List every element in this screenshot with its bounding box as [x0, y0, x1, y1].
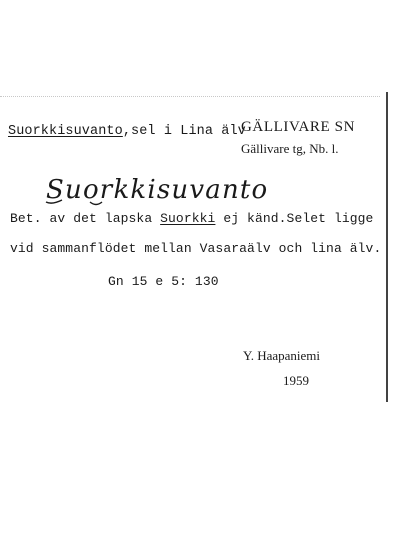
signature-name: Y. Haapaniemi [243, 348, 321, 363]
headword: Suorkkisuvanto [8, 124, 123, 139]
card-right-edge [386, 92, 388, 402]
source-reference: Gn 15 e 5: 130 [108, 274, 219, 289]
headword-rest: ,sel i Lina älv [122, 124, 246, 139]
signature-year: 1959 [283, 373, 309, 388]
body-line-1 [10, 211, 373, 226]
body-line-1-underlined: Suorkki [160, 211, 216, 226]
handwritten-name [42, 168, 322, 214]
card-top-border [0, 96, 380, 98]
headword-line [8, 124, 246, 139]
body-line-1-pre: Bet. av det lapska [10, 211, 161, 226]
handwritten-name-text: Suorkkisuvanto [46, 175, 269, 205]
parish-subtitle: Gällivare tg, Nb. l. [241, 141, 339, 156]
body-line-1-post: ej känd.Selet ligge [215, 211, 374, 226]
body-line-2: vid sammanflödet mellan Vasaraälv och lina älv. [10, 241, 382, 256]
parish-name: GÄLLIVARE SN [241, 119, 356, 135]
